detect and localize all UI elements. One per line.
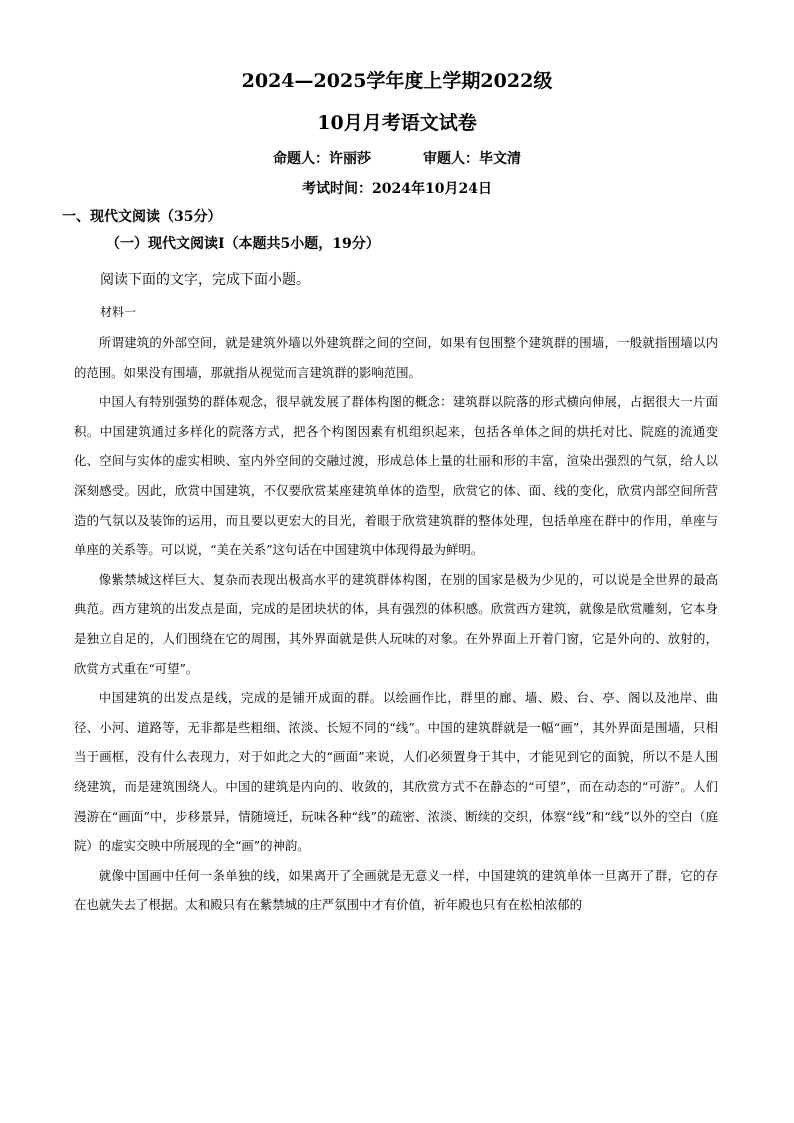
setter-name: 命题人：许丽莎 [273, 151, 371, 167]
material-label: 材料一 [100, 305, 137, 319]
exam-setters [62, 149, 718, 169]
passage-paragraph: 所谓建筑的外部空间，就是建筑外墙以外建筑群之间的空间，如果有包围整个建筑群的围墙，一般就指围墙以内的范围。如果没有围墙，那就指从视觉而言建筑群的影响范围。 [74, 335, 718, 380]
passage-paragraph: 中国建筑的出发点是线，完成的是铺开成面的群。以绘画作比，群里的廊、墙、殿、台、亭、阁以及池岸、曲径、小河、道路等，无非都是些粗细、浓淡、长短不同的“线”。中国的建筑群就是一幅“画”，其外界面是围墙，只相当于画框，没有什么表现力，对于如此之大的“画面”来说，人们必须置身于其中，才能见到它的面貌，所以不是人围绕建筑，而是建筑围绕人。中国的建筑是内向的、收敛的，其欣赏方式不在静态的“可望”，而在动态的“可游”。人们漫游在“画面”中，步移景异，情随境迁，玩味各种“线”的疏密、浓淡、断续的交织，体察“线”和“线”以外的空白（庭院）的虚实交映中所展现的全“画”的神韵。 [74, 690, 718, 854]
passage-paragraph: 像紫禁城这样巨大、复杂而表现出极高水平的建筑群体构图，在别的国家是极为少见的，可以说是全世界的最高典范。西方建筑的出发点是面，完成的是团块状的体，具有强烈的体积感。欣赏西方建筑，就像是欣赏雕刻，它本身是独立自足的，人们围绕在它的周围，其外界面就是供人玩味的对象。在外界面上开着门窗，它是外向的、放射的，欣赏方式重在“可望”。 [74, 571, 718, 676]
passage-paragraph: 中国人有特别强势的群体观念，很早就发展了群体构图的概念：建筑群以院落的形式横向伸展，占据很大一片面积。中国建筑通过多样化的院落方式，把各个构图因素有机组织起来，包括各单体之间的烘托对比、院庭的流通变化、空间与实体的虚实相映、室内外空间的交融过渡，形成总体上量的壮丽和形的丰富，渲染出强烈的气氛，给人以深刻感受。因此，欣赏中国建筑，不仅要欣赏某座建筑单体的造型，欣赏它的体、面、线的变化，欣赏内部空间所营造的气氛以及装饰的运用，而且要以更宏大的目光，着眼于欣赏建筑群的整体处理，包括单座在群中的作用，单座与单座的关系等。可以说，“美在关系”这句话在中国建筑中体现得最为鲜明。 [74, 394, 718, 558]
exam-title-line1: 2024—2025学年度上学期2022级 [241, 70, 553, 92]
section-heading: 一、现代文阅读（35分） [62, 209, 222, 225]
subsection-heading: （一）现代文阅读Ⅰ（本题共5小题，19分） [106, 236, 380, 252]
reading-instruction: 阅读下面的文字，完成下面小题。 [100, 272, 310, 288]
passage-paragraph: 就像中国画中任何一条单独的线，如果离开了全画就是无意义一样，中国建筑的建筑单体一旦离开了群，它的存在也就失去了根据。太和殿只有在紫禁城的庄严氛围中才有价值，祈年殿也只有在松柏浓郁的 [74, 867, 718, 913]
exam-time: 考试时间：2024年10月24日 [302, 181, 492, 197]
reviewer-name: 审题人：毕文清 [423, 151, 521, 167]
exam-title-line2: 10月月考语文试卷 [317, 112, 477, 134]
